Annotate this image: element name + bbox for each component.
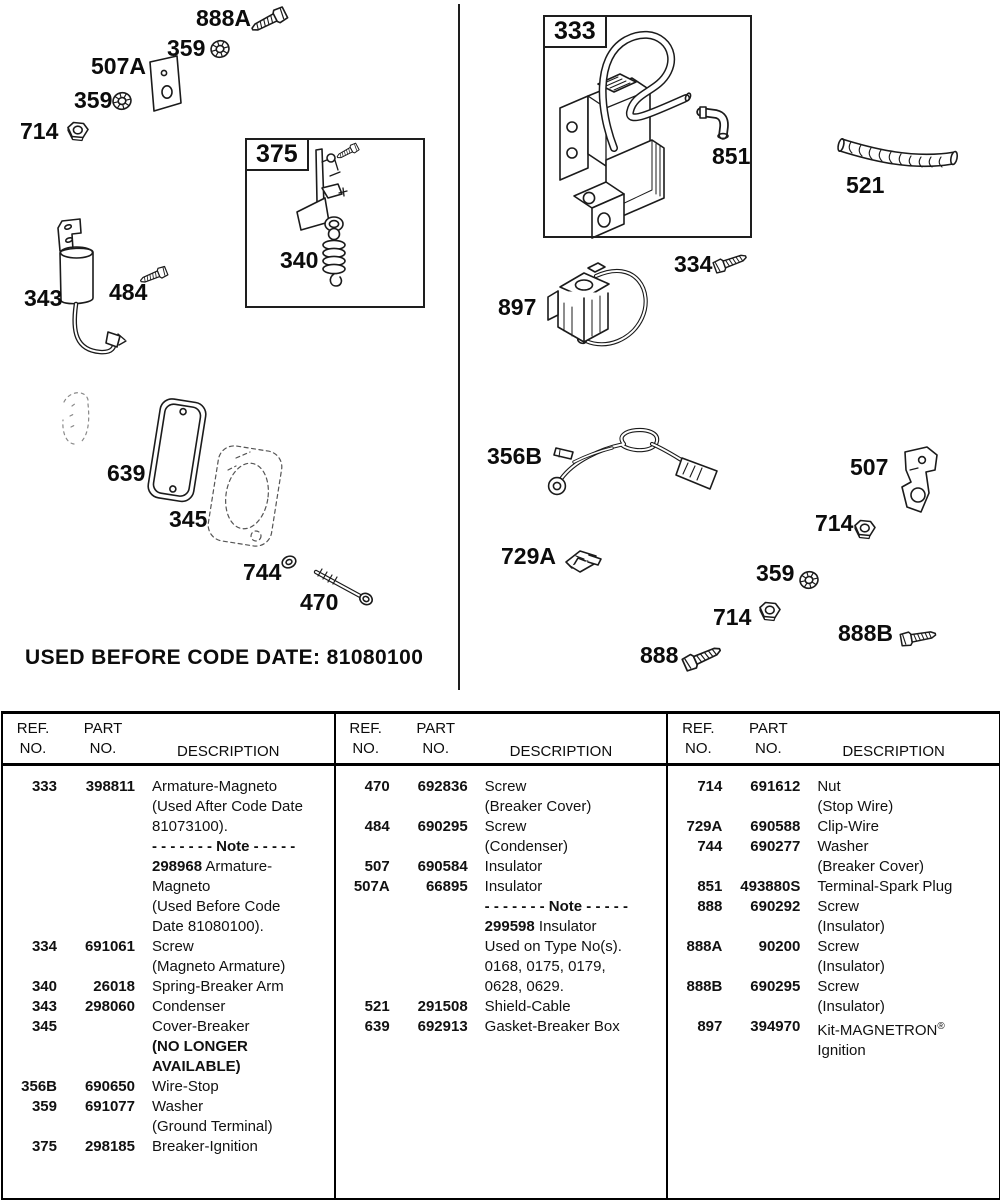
part-no-cell: 690277 <box>750 838 801 855</box>
part-no-cell: 90200 <box>758 938 801 955</box>
table-row <box>336 877 667 997</box>
ref-no-header: REF. NO. <box>16 720 50 757</box>
part-no-cell: 298060 <box>84 998 135 1015</box>
code-date-note: USED BEFORE CODE DATE: 81080100 <box>25 646 424 669</box>
description-cell: Screw (Magneto Armature) <box>152 938 286 975</box>
table-header <box>336 714 667 766</box>
description-cell: Gasket-Breaker Box <box>484 1018 620 1035</box>
description-cell: Washer (Breaker Cover) <box>817 838 925 875</box>
table-header <box>3 714 334 766</box>
part-no-cell: 298185 <box>84 1138 135 1155</box>
ref-no-cell: 888B <box>686 978 723 995</box>
description-cell: Condenser <box>152 998 226 1015</box>
table-row <box>668 1017 999 1061</box>
description-cell: Screw (Insulator) <box>817 938 885 975</box>
washer-359-left-drawing <box>111 91 133 111</box>
description-header: DESCRIPTION <box>509 743 613 760</box>
part-no-cell: 690584 <box>417 858 468 875</box>
clip-729A-drawing <box>566 551 601 572</box>
description-cell: Insulator <box>484 858 543 875</box>
description-cell: Breaker-Ignition <box>152 1138 258 1155</box>
callout-359-c: 359 <box>756 560 795 586</box>
callout-356B: 356B <box>487 443 542 469</box>
nut-714-left-drawing <box>68 123 88 141</box>
table-row <box>668 837 999 877</box>
callout-507: 507 <box>850 454 889 480</box>
cover-345-drawing <box>206 444 284 549</box>
part-no-header: PART NO. <box>83 720 123 757</box>
callout-851: 851 <box>712 143 751 169</box>
callout-507A: 507A <box>91 53 146 79</box>
ref-no-cell: 507 <box>364 858 390 875</box>
description-cell: Clip-Wire <box>817 818 880 835</box>
part-no-header: PART NO. <box>749 720 788 757</box>
insulator-507-drawing <box>902 447 937 512</box>
callout-897: 897 <box>498 294 537 320</box>
ref-no-cell: 333 <box>31 778 57 795</box>
description-cell: Screw (Insulator) <box>817 978 885 1015</box>
description-cell: Cover-Breaker (NO LONGER AVAILABLE) <box>152 1018 250 1075</box>
table-row <box>3 1137 334 1157</box>
description-cell: Wire-Stop <box>152 1078 219 1095</box>
description-cell: Spring-Breaker Arm <box>152 978 284 995</box>
part-no-cell: 692836 <box>417 778 468 795</box>
callout-343: 343 <box>24 285 63 311</box>
ref-no-cell: 334 <box>31 938 57 955</box>
frame-label-333: 333 <box>543 15 607 48</box>
description-header: DESCRIPTION <box>842 743 945 760</box>
callout-888A: 888A <box>196 5 251 31</box>
part-no-cell: 291508 <box>417 998 468 1015</box>
table-row <box>668 897 999 937</box>
callout-888B: 888B <box>838 620 893 646</box>
callout-359-a: 359 <box>167 35 206 61</box>
callout-729A: 729A <box>501 543 556 569</box>
part-no-cell <box>63 1017 143 1077</box>
table-row <box>3 777 334 937</box>
part-no-cell: 690292 <box>750 898 801 915</box>
ref-no-cell: 356B <box>21 1078 57 1095</box>
nut-714-right-bottom-drawing <box>760 603 780 621</box>
description-cell: Washer (Ground Terminal) <box>152 1098 273 1135</box>
callout-359-b: 359 <box>74 87 113 113</box>
part-no-cell: 690650 <box>84 1078 135 1095</box>
ref-no-cell: 343 <box>31 998 57 1015</box>
ref-no-cell: 639 <box>364 1018 390 1035</box>
ref-no-cell: 851 <box>697 878 723 895</box>
callout-470: 470 <box>300 589 339 615</box>
description-cell: Screw (Insulator) <box>817 898 885 935</box>
description-cell: Screw (Condenser) <box>484 818 569 855</box>
ref-no-cell: 714 <box>697 778 723 795</box>
shield-cable-521-drawing <box>837 138 958 167</box>
table-row <box>3 937 334 977</box>
description-cell: Terminal-Spark Plug <box>817 878 953 895</box>
part-no-cell: 493880S <box>740 878 801 895</box>
magnetron-897-drawing <box>548 263 646 345</box>
table-row <box>3 1097 334 1137</box>
screw-334-drawing <box>713 251 748 274</box>
table-row <box>668 977 999 1017</box>
screw-888A-drawing <box>249 6 288 35</box>
part-no-cell: 66895 <box>425 878 468 895</box>
callout-340: 340 <box>280 247 319 273</box>
description-cell: Armature-Magneto (Used After Code Date 81073100). - - - - - - - Note - - - - - 298968 Armature- Magneto (Used Before Code Date 81080100). <box>152 778 303 935</box>
ref-no-cell: 729A <box>686 818 723 835</box>
ref-no-cell: 359 <box>31 1098 57 1115</box>
parts-table-column-2 <box>334 714 667 1198</box>
screw-888-drawing <box>682 643 723 672</box>
table-row <box>668 937 999 977</box>
description-cell: Insulator - - - - - - - Note - - - - - 299598 Insulator Used on Type No(s). 0168, 0175, 0179, 0628, 0629. <box>484 878 628 995</box>
parts-table-column-1 <box>3 714 334 1198</box>
ref-no-cell: 744 <box>697 838 723 855</box>
table-header <box>668 714 999 766</box>
callout-521: 521 <box>846 172 885 198</box>
callout-345: 345 <box>169 506 208 532</box>
table-row <box>668 817 999 837</box>
ref-no-header: REF. NO. <box>682 720 715 757</box>
callout-639: 639 <box>107 460 146 486</box>
insulator-507A-drawing <box>150 56 181 111</box>
description-cell: Screw (Breaker Cover) <box>484 778 592 815</box>
table-row <box>336 817 667 857</box>
part-no-cell: 691061 <box>84 938 135 955</box>
part-no-cell: 398811 <box>85 778 135 795</box>
callout-714-b: 714 <box>815 510 854 536</box>
ref-no-cell: 375 <box>31 1138 57 1155</box>
washer-359-top-drawing <box>209 38 231 59</box>
table-row <box>668 777 999 817</box>
part-no-cell: 26018 <box>93 978 135 995</box>
table-body <box>336 766 667 1037</box>
part-no-cell: 690295 <box>750 978 801 995</box>
part-no-cell: 691077 <box>84 1098 135 1115</box>
table-row <box>336 997 667 1017</box>
ref-no-cell: 340 <box>31 978 57 995</box>
description-cell: Shield-Cable <box>484 998 571 1015</box>
ref-no-cell: 888A <box>686 938 723 955</box>
table-row <box>668 877 999 897</box>
table-row <box>336 1017 667 1037</box>
ref-no-cell: 507A <box>353 878 390 895</box>
callout-334: 334 <box>674 251 713 277</box>
washer-744-drawing <box>280 554 297 570</box>
description-cell: Kit-MAGNETRON® Ignition <box>817 1021 945 1059</box>
callout-744: 744 <box>243 559 282 585</box>
table-row <box>3 1017 334 1077</box>
table-row <box>336 777 667 817</box>
ref-no-cell: 484 <box>364 818 390 835</box>
parts-table-column-3 <box>666 714 999 1198</box>
frame-label-375: 375 <box>245 138 309 171</box>
callout-484: 484 <box>109 279 148 305</box>
parts-list-table <box>1 711 1000 1200</box>
ref-no-cell: 470 <box>364 778 390 795</box>
table-row <box>3 1077 334 1097</box>
ref-no-cell: 345 <box>31 1018 57 1035</box>
diagram-divider <box>458 4 460 690</box>
callout-714-c: 714 <box>713 604 752 630</box>
part-no-cell: 691612 <box>750 778 801 795</box>
nut-714-right-top-drawing <box>855 521 875 539</box>
part-no-cell: 690295 <box>417 818 468 835</box>
callout-888: 888 <box>640 642 679 668</box>
ref-no-cell: 897 <box>697 1018 723 1035</box>
armature-333-frame <box>543 15 752 238</box>
callout-714-a: 714 <box>20 118 59 144</box>
table-row <box>3 977 334 997</box>
part-no-cell: 690588 <box>750 818 801 835</box>
table-row <box>336 857 667 877</box>
table-body <box>3 766 334 1157</box>
wire-stop-356B-drawing <box>549 430 717 494</box>
description-header: DESCRIPTION <box>177 743 280 760</box>
part-no-cell: 692913 <box>417 1018 468 1035</box>
gasket-639-drawing <box>146 397 207 503</box>
ref-no-header: REF. NO. <box>349 720 382 757</box>
washer-359-right-drawing <box>798 570 820 590</box>
ref-no-cell: 888 <box>697 898 723 915</box>
table-row <box>3 997 334 1017</box>
part-no-header: PART NO. <box>416 720 455 757</box>
screw-888B-drawing <box>900 628 936 647</box>
ref-no-cell: 521 <box>364 998 390 1015</box>
part-no-cell: 394970 <box>750 1018 801 1035</box>
ghost-part-drawing <box>63 393 89 444</box>
table-body <box>668 766 999 1061</box>
description-cell: Nut (Stop Wire) <box>817 778 894 815</box>
